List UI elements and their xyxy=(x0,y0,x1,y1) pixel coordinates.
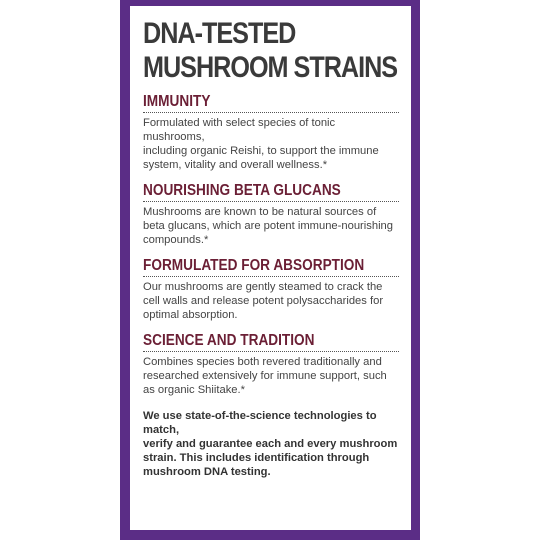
panel-title xyxy=(143,17,398,85)
section-beta-glucans xyxy=(143,182,399,247)
dotted-divider xyxy=(143,276,399,277)
title-line-1: DNA-TESTED xyxy=(143,17,296,50)
section-absorption xyxy=(143,257,399,322)
panel-content xyxy=(130,6,411,530)
section-body: Mushrooms are known to be natural sources of beta glucans, which are potent immune-nourishing compounds.* xyxy=(143,206,393,246)
section-body: Formulated with select species of tonic mushrooms, including organic Reishi, to support the immune system, vitality and overall wellness.* xyxy=(143,117,379,171)
dotted-divider xyxy=(143,201,399,202)
section-immunity xyxy=(143,93,399,172)
dotted-divider xyxy=(143,351,399,352)
section-heading: FORMULATED FOR ABSORPTION xyxy=(143,257,365,274)
title-line-2: MUSHROOM STRAINS xyxy=(143,51,398,84)
section-science-tradition xyxy=(143,332,399,397)
footer-statement: We use state-of-the-science technologies to match, verify and guarantee each and every mushroom strain. This includes identification through mushroom DNA testing. xyxy=(143,410,398,478)
dotted-divider xyxy=(143,112,399,113)
section-heading: NOURISHING BETA GLUCANS xyxy=(143,182,341,199)
section-heading: IMMUNITY xyxy=(143,93,211,110)
section-body: Our mushrooms are gently steamed to crack the cell walls and release potent polysaccharides for optimal absorption. xyxy=(143,281,384,321)
section-body: Combines species both revered traditionally and researched extensively for immune support, such as organic Shiitake.* xyxy=(143,356,387,396)
product-info-panel xyxy=(120,0,420,540)
section-heading: SCIENCE AND TRADITION xyxy=(143,332,315,349)
